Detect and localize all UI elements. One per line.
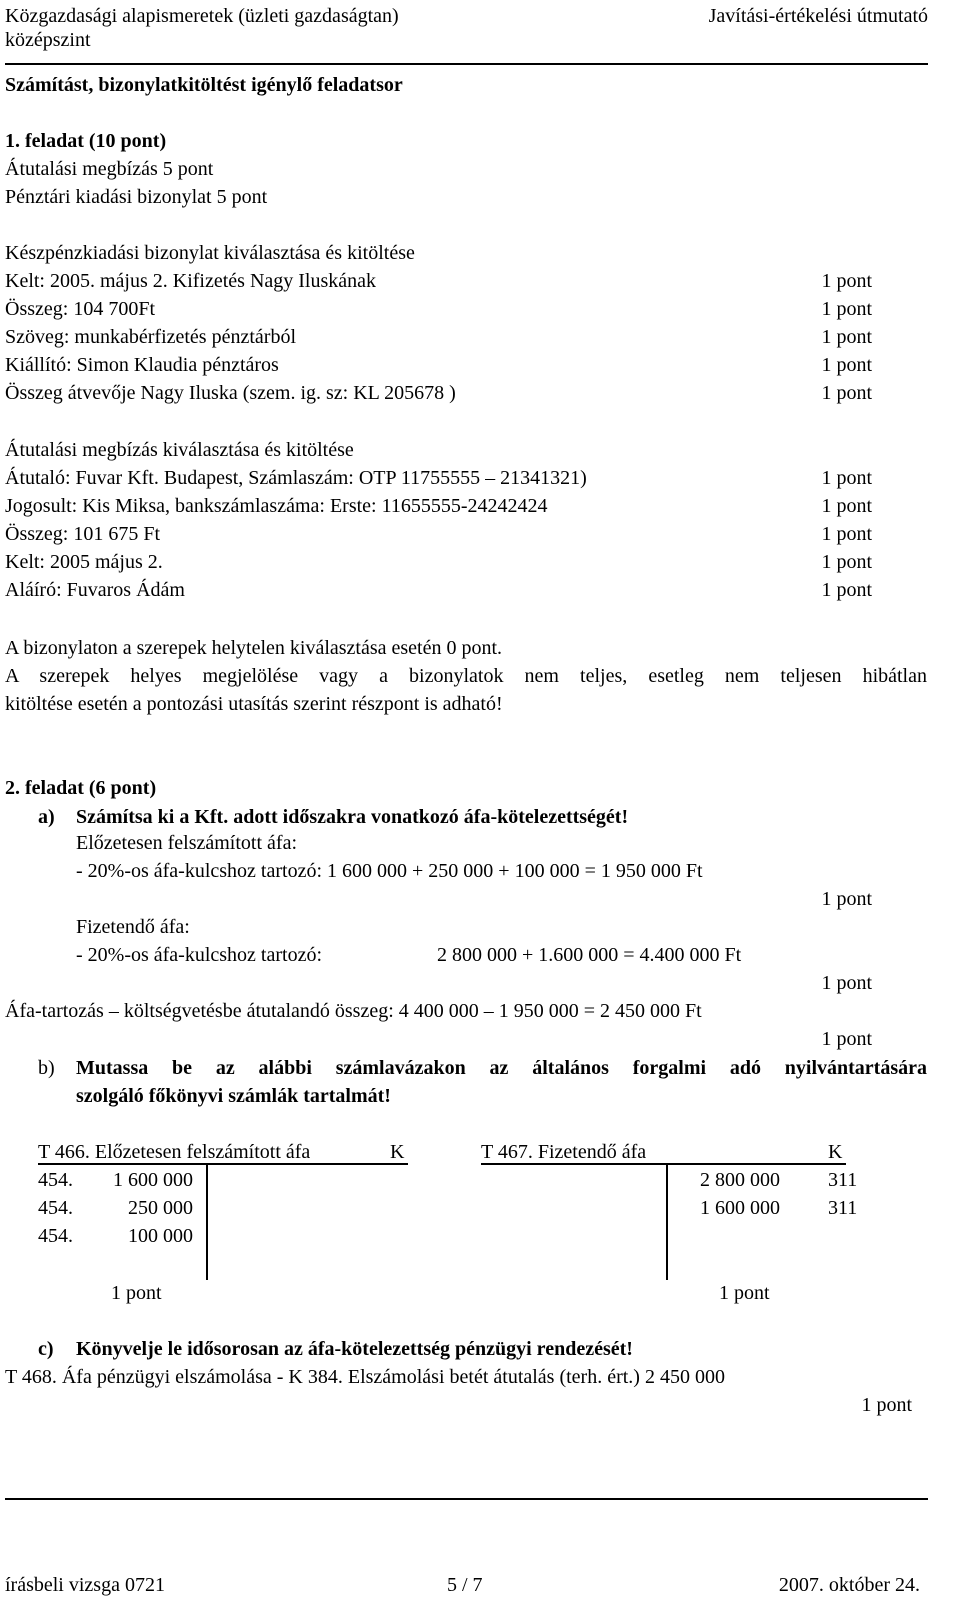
- task2-c-text: Könyvelje le idősorosan az áfa-kötelezettség pénzügyi rendezését!: [76, 1338, 633, 1360]
- point-label: 1 pont: [821, 270, 872, 292]
- payable-vat-heading: Fizetendő áfa:: [76, 916, 190, 938]
- point-label: 1 pont: [821, 298, 872, 320]
- point-label: 1 pont: [821, 326, 872, 348]
- cash-heading: Készpénzkiadási bizonylat kiválasztása és kitöltése: [5, 242, 415, 264]
- header-subject: Közgazdasági alapismeretek (üzleti gazdaságtan): [5, 5, 399, 27]
- t467-row-account: 311: [828, 1197, 858, 1219]
- transfer-item: Átutaló: Fuvar Kft. Budapest, Számlaszám: OTP 11755555 – 21341321): [5, 467, 587, 489]
- task2-b-text-line2: szolgáló főkönyvi számlák tartalmát!: [76, 1085, 391, 1107]
- transfer-item: Aláíró: Fuvaros Ádám: [5, 579, 185, 601]
- prev-vat-calc: - 20%-os áfa-kulcshoz tartozó: 1 600 000 + 250 000 + 100 000 = 1 950 000 Ft: [76, 860, 703, 882]
- point-label: 1 pont: [821, 888, 872, 910]
- note-partial-line2: kitöltése esetén a pontozási utasítás szerint részpont is adható!: [5, 693, 503, 715]
- t466-row-amount: 100 000: [128, 1225, 193, 1247]
- header-rule: [5, 63, 928, 65]
- footer-date: 2007. október 24.: [778, 1574, 920, 1596]
- header-guide-title: Javítási-értékelési útmutató: [708, 5, 928, 27]
- t466-row-account: 454.: [38, 1225, 73, 1247]
- point-label: 1 pont: [821, 579, 872, 601]
- transfer-item: Jogosult: Kis Miksa, bankszámlaszáma: Erste: 11655555-24242424: [5, 495, 548, 517]
- task2-c-label: c): [38, 1338, 54, 1360]
- point-label: 1 pont: [821, 495, 872, 517]
- footer-exam-code: írásbeli vizsga 0721: [5, 1574, 165, 1596]
- footer-page-number: 5 / 7: [447, 1574, 483, 1596]
- payable-vat-calc: 2 800 000 + 1.600 000 = 4.400 000 Ft: [437, 944, 742, 966]
- task2-title: 2. feladat (6 pont): [5, 777, 157, 799]
- transfer-heading: Átutalási megbízás kiválasztása és kitöltése: [5, 439, 354, 461]
- point-label: 1 pont: [821, 382, 872, 404]
- t467-row-amount: 2 800 000: [700, 1169, 780, 1191]
- t466-title: T 466. Előzetesen felszámított áfa: [38, 1141, 311, 1163]
- t467-divider: [666, 1164, 668, 1280]
- cash-item: Összeg: 104 700Ft: [5, 298, 155, 320]
- point-label: 1 pont: [821, 551, 872, 573]
- point-label: 1 pont: [821, 1028, 872, 1050]
- t467-row-account: 311: [828, 1169, 858, 1191]
- t467-title: T 467. Fizetendő áfa: [481, 1141, 647, 1163]
- task2-a-text: Számítsa ki a Kft. adott időszakra vonatkozó áfa-kötelezettségét!: [76, 806, 629, 828]
- t466-row-account: 454.: [38, 1169, 73, 1191]
- cash-item: Összeg átvevője Nagy Iluska (szem. ig. sz: KL 205678 ): [5, 382, 456, 404]
- task1-title: 1. feladat (10 pont): [5, 130, 167, 152]
- point-label: 1 pont: [821, 972, 872, 994]
- header-level: középszint: [5, 29, 91, 51]
- cash-item: Kelt: 2005. május 2. Kifizetés Nagy Iluskának: [5, 270, 377, 292]
- point-label: 1 pont: [861, 1394, 912, 1416]
- point-label: 1 pont: [821, 467, 872, 489]
- t466-top-line: [38, 1163, 408, 1165]
- prev-vat-heading: Előzetesen felszámított áfa:: [76, 832, 298, 854]
- task2-b-label: b): [38, 1057, 55, 1079]
- footer-rule: [5, 1498, 928, 1500]
- payable-vat-label: - 20%-os áfa-kulcshoz tartozó:: [76, 944, 323, 966]
- task2-a-label: a): [38, 806, 55, 828]
- t467-top-line: [481, 1163, 846, 1165]
- task1-line-cash: Pénztári kiadási bizonylat 5 pont: [5, 186, 268, 208]
- point-label: 1 pont: [719, 1282, 770, 1304]
- cash-item: Szöveg: munkabérfizetés pénztárból: [5, 326, 296, 348]
- note-partial-line1: A szerepek helyes megjelölése vagy a bizonylatok nem teljes, esetleg nem teljesen hibátlan: [5, 665, 927, 687]
- cash-item: Kiállító: Simon Klaudia pénztáros: [5, 354, 279, 376]
- settlement-entry: T 468. Áfa pénzügyi elszámolása - K 384. Elszámolási betét átutalás (terh. ért.) 2 450 000: [5, 1366, 725, 1388]
- section-title: Számítást, bizonylatkitöltést igénylő feladatsor: [5, 74, 403, 96]
- task2-b-text-line1: Mutassa be az alábbi számlavázakon az általános forgalmi adó nyilvántartására: [76, 1057, 927, 1079]
- t466-row-amount: 1 600 000: [113, 1169, 193, 1191]
- vat-debt-line: Áfa-tartozás – költségvetésbe átutalandó összeg: 4 400 000 – 1 950 000 = 2 450 000 Ft: [5, 1000, 702, 1022]
- t467-row-amount: 1 600 000: [700, 1197, 780, 1219]
- t466-credit-mark: K: [390, 1141, 405, 1163]
- point-label: 1 pont: [821, 523, 872, 545]
- t466-divider: [206, 1164, 208, 1280]
- t466-row-amount: 250 000: [128, 1197, 193, 1219]
- t466-row-account: 454.: [38, 1197, 73, 1219]
- note-wrong-roles: A bizonylaton a szerepek helytelen kiválasztása esetén 0 pont.: [5, 637, 503, 659]
- t467-credit-mark: K: [828, 1141, 843, 1163]
- transfer-item: Összeg: 101 675 Ft: [5, 523, 160, 545]
- task1-line-transfer: Átutalási megbízás 5 pont: [5, 158, 214, 180]
- transfer-item: Kelt: 2005 május 2.: [5, 551, 163, 573]
- point-label: 1 pont: [111, 1282, 162, 1304]
- point-label: 1 pont: [821, 354, 872, 376]
